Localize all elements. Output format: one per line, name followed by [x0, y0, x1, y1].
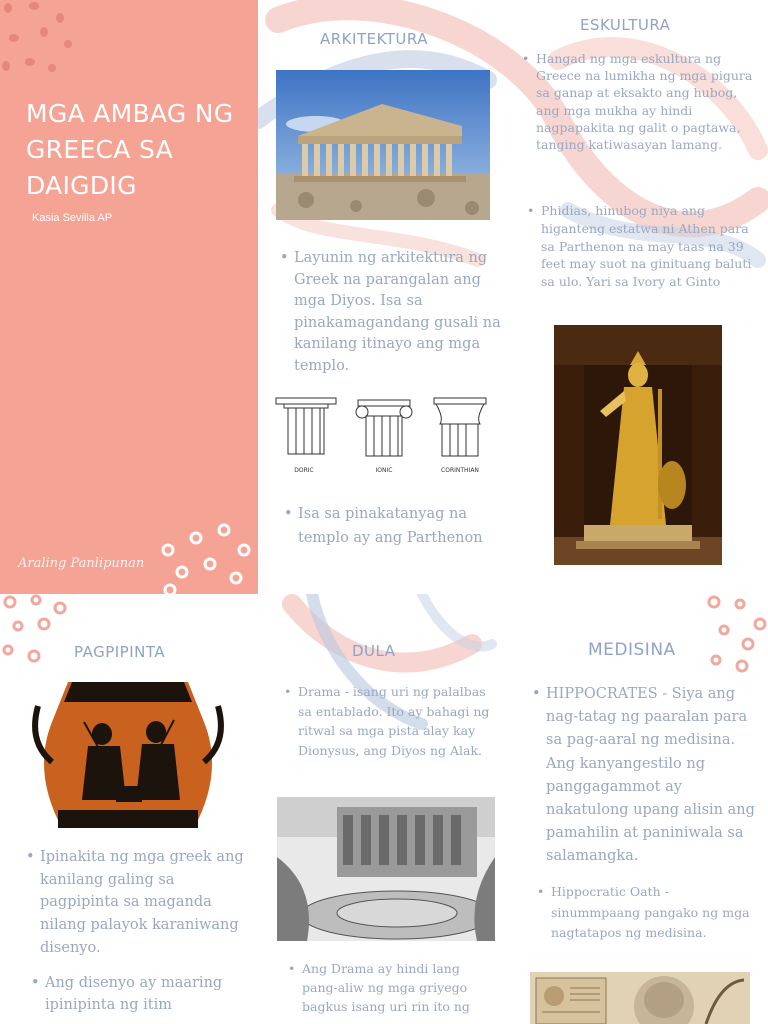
eskultura-bullet-2: • Phidias, hinubog niya ang higanteng estatwa ni Athen para sa Parthenon na may taas na 39 feet may suot na ginituang baluti sa ulo. Yari sa Ivory at Ginto [541, 202, 759, 291]
arkitektura-bullet-1: • Layunin ng arkitektura ng Greek na parangalan ang mga Diyos. Isa sa pinakamagandang gusali na kanilang itinayo ang mga templo. [294, 248, 504, 377]
eskultura-bullet-1: • Hangad ng mga eskultura ng Greece na lumikha ng mga pigura sa ganap at eksakto ang hubog, ang mga mukha ay hindi nagpapakita ng galit o pagtawa, tanging katiwasayan lamang. [536, 50, 758, 153]
hippocrates-image [530, 972, 750, 1024]
medisina-bullet-1: • HIPPOCRATES - Siya ang nag-tatag ng paaralan para sa pag-aaral ng medisina. Ang kanyangestilo ng panggagammot ay nakatulong upang alisin ang pamahilin at paniniwala sa salamangka. [546, 683, 760, 869]
dula-bullet-2: • Ang Drama ay hindi lang pang-aliw ng mga griyego bagkus isang uri rin ito ng [302, 959, 498, 1016]
dots-medisina [702, 594, 768, 674]
pagpipinta-bullet-2: • Ang disenyo ay maaring ipinipinta ng itim [45, 972, 245, 1016]
dula-heading: DULA [352, 642, 396, 660]
column-label-corinthian: CORINTHIAN [441, 467, 479, 474]
pagpipinta-heading: PAGPIPINTA [74, 643, 166, 661]
column-label-doric: DORIC [294, 467, 314, 474]
pagpipinta-bullet-1: • Ipinakita ng mga greek ang kanilang galing sa pagpipinta sa maganda nilang palayok karaniwang disenyo. [40, 846, 252, 960]
cover-rings-bottom [158, 516, 258, 594]
arkitektura-heading: ARKITEKTURA [320, 30, 428, 48]
medisina-heading: MEDISINA [588, 640, 676, 660]
cover-subject: Araling Panlipunan [18, 556, 145, 571]
greek-pottery-image [28, 682, 228, 828]
cover-dots-top [0, 0, 90, 90]
cover-panel [0, 0, 258, 594]
dots-pagpipinta [0, 594, 80, 674]
arkitektura-bullet-2: • Isa sa pinakatanyag na templo ay ang Parthenon [298, 502, 498, 550]
medisina-bullet-2: • Hippocratic Oath - sinummpaang pangako ng mga nagtatapos ng medisina. [551, 882, 761, 944]
cover-title: MGA AMBAG NG GREECA SA DAIGDIG [26, 99, 234, 200]
column-label-ionic: IONIC [375, 467, 393, 474]
eskultura-heading: ESKULTURA [580, 16, 671, 34]
greek-theater-image [277, 797, 495, 941]
athena-statue-image [554, 325, 722, 565]
dula-bullet-1: • Drama - isang uri ng palalbas sa entablado. Ito ay bahagi ng ritwal sa mga pista alay kay Dionysus, ang Diyos ng Alak. [298, 682, 498, 760]
cover-author: Kasia Sevilla AP [32, 212, 113, 224]
parthenon-image [276, 70, 490, 220]
greek-columns-diagram [274, 396, 494, 476]
